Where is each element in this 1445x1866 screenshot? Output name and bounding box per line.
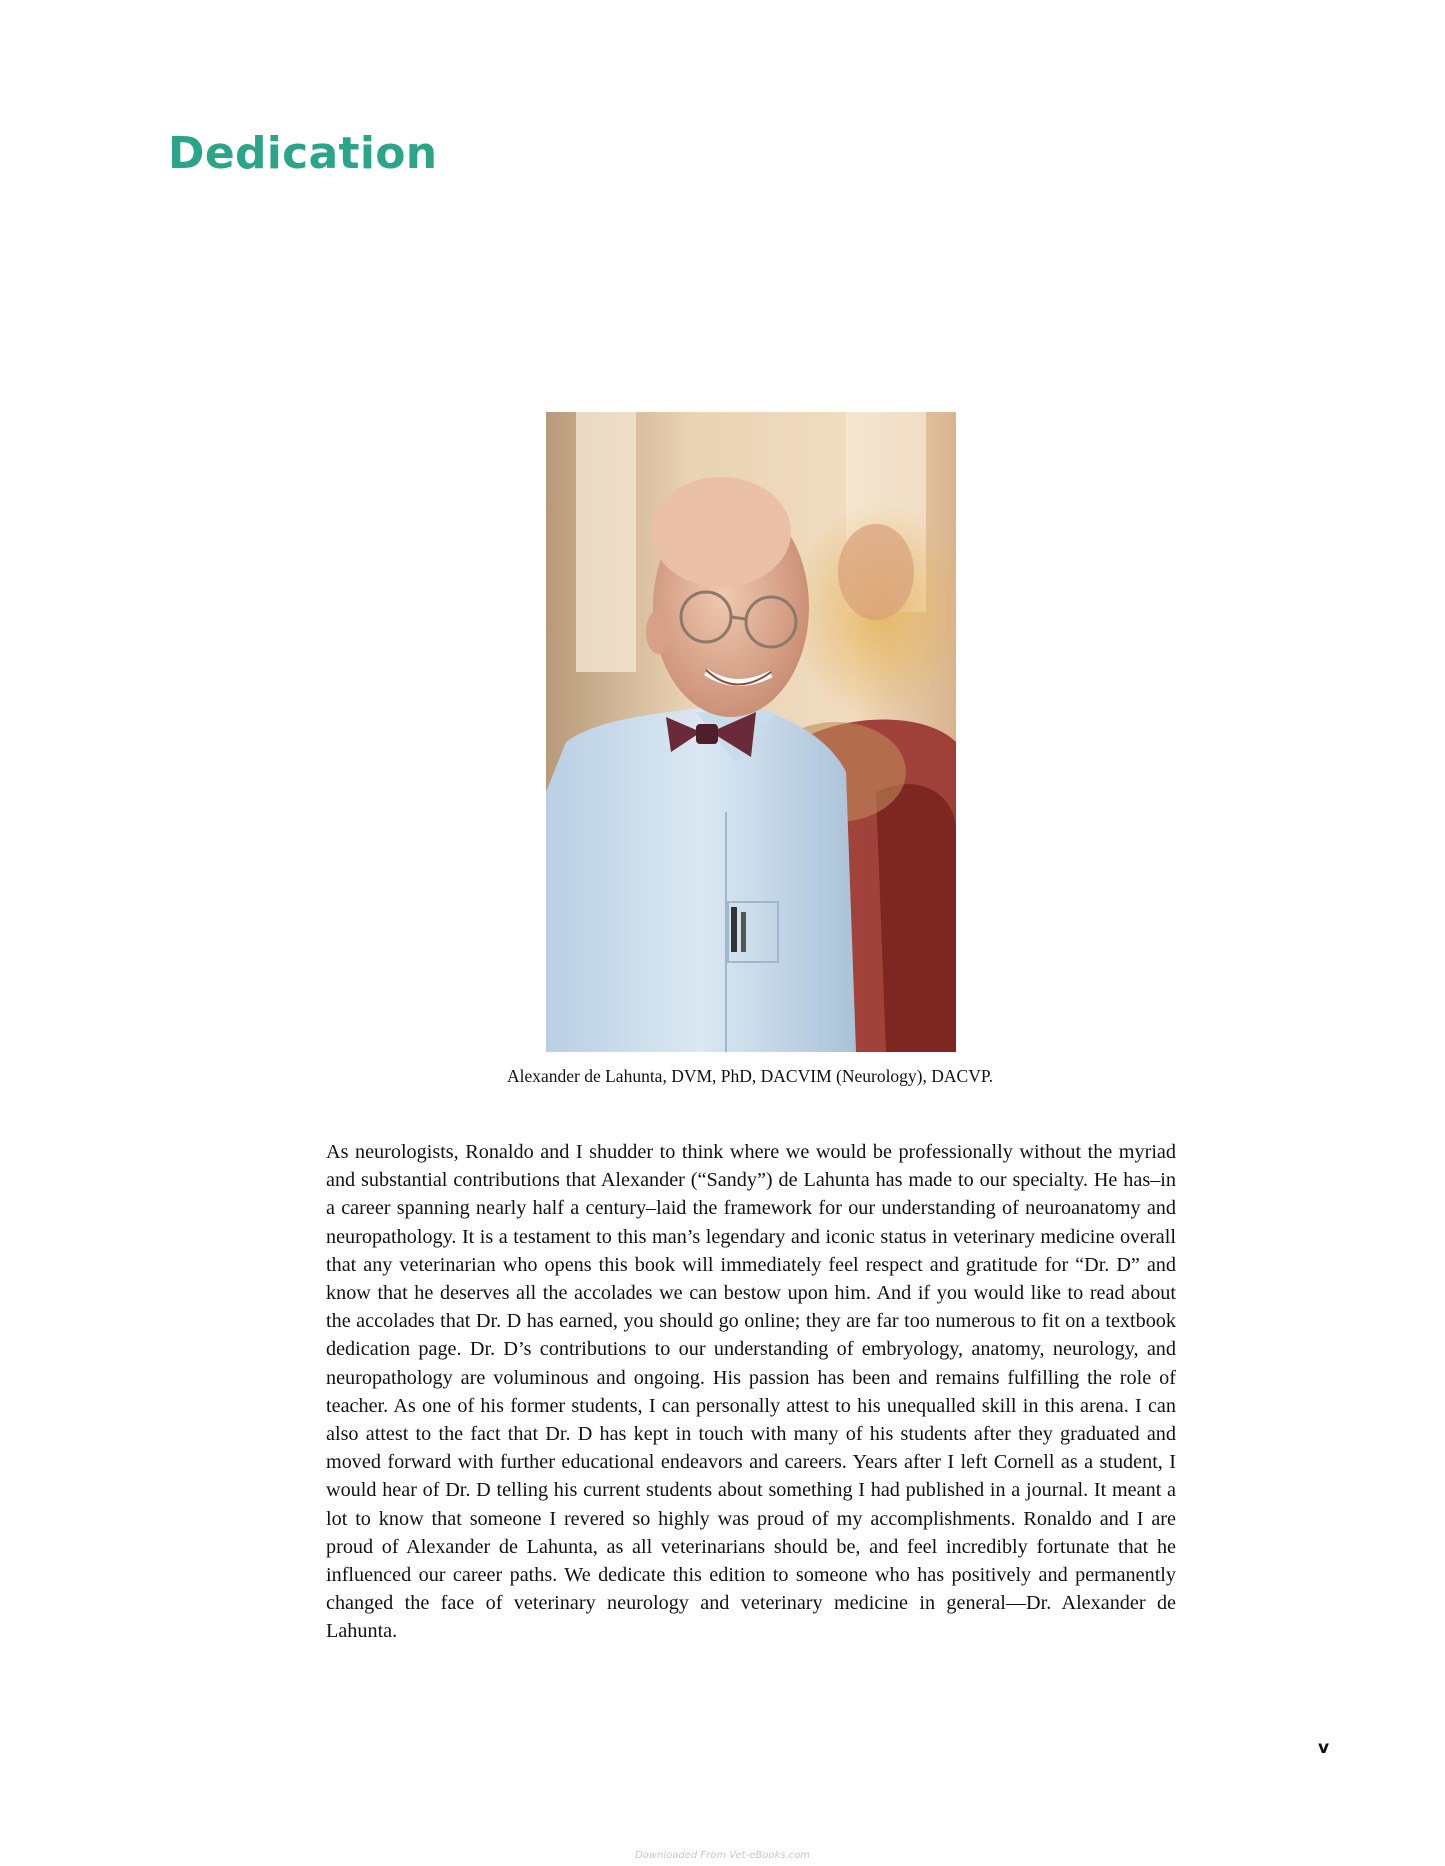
page-number: v — [1318, 1738, 1330, 1758]
portrait-photo — [546, 412, 956, 1052]
footer-watermark: Downloaded From Vet-eBooks.com — [634, 1850, 810, 1861]
page-title: Dedication — [168, 128, 438, 179]
dedication-body: As neurologists, Ronaldo and I shudder to think where we would be professionally without the myriad and substantial contributions that Alexander (“Sandy”) de Lahunta has made to our specialty. He has–in a career spanning nearly half a century–laid the framework for our understanding of neuroanatomy and neuropathology. It is a testament to this man’s legendary and iconic status in veterinary medicine overall that any veterinarian who opens this book will immediately feel respect and gratitude for “Dr. D” and know that he deserves all the accolades we can bestow upon him. And if you would like to read about the accolades that Dr. D has earned, you should go online; they are far too numerous to fit on a textbook dedication page. Dr. D’s contributions to our understanding of embryology, anatomy, neurology, and neuropathology are voluminous and ongoing. His passion has been and remains fulfilling the role of teacher. As one of his former students, I can personally attest to his unequalled skill in this arena. I can also attest to the fact that Dr. D has kept in touch with many of his students after they graduated and moved forward with further educational endeavors and careers. Years after I left Cornell as a student, I would hear of Dr. D telling his current students about something I had published in a journal. It meant a lot to know that someone I revered so highly was proud of my accomplishments. Ronaldo and I are proud of Alexander de Lahunta, as all veterinarians should be, and feel incredibly fortunate that he influenced our career paths. We dedicate this edition to someone who has positively and permanently changed the face of veterinary neurology and veterinary medicine in general—Dr. Alexander de Lahunta. — [326, 1141, 1176, 1643]
photo-caption: Alexander de Lahunta, DVM, PhD, DACVIM (Neurology), DACVP. — [506, 1066, 994, 1086]
portrait-photo-icon — [546, 412, 956, 1052]
